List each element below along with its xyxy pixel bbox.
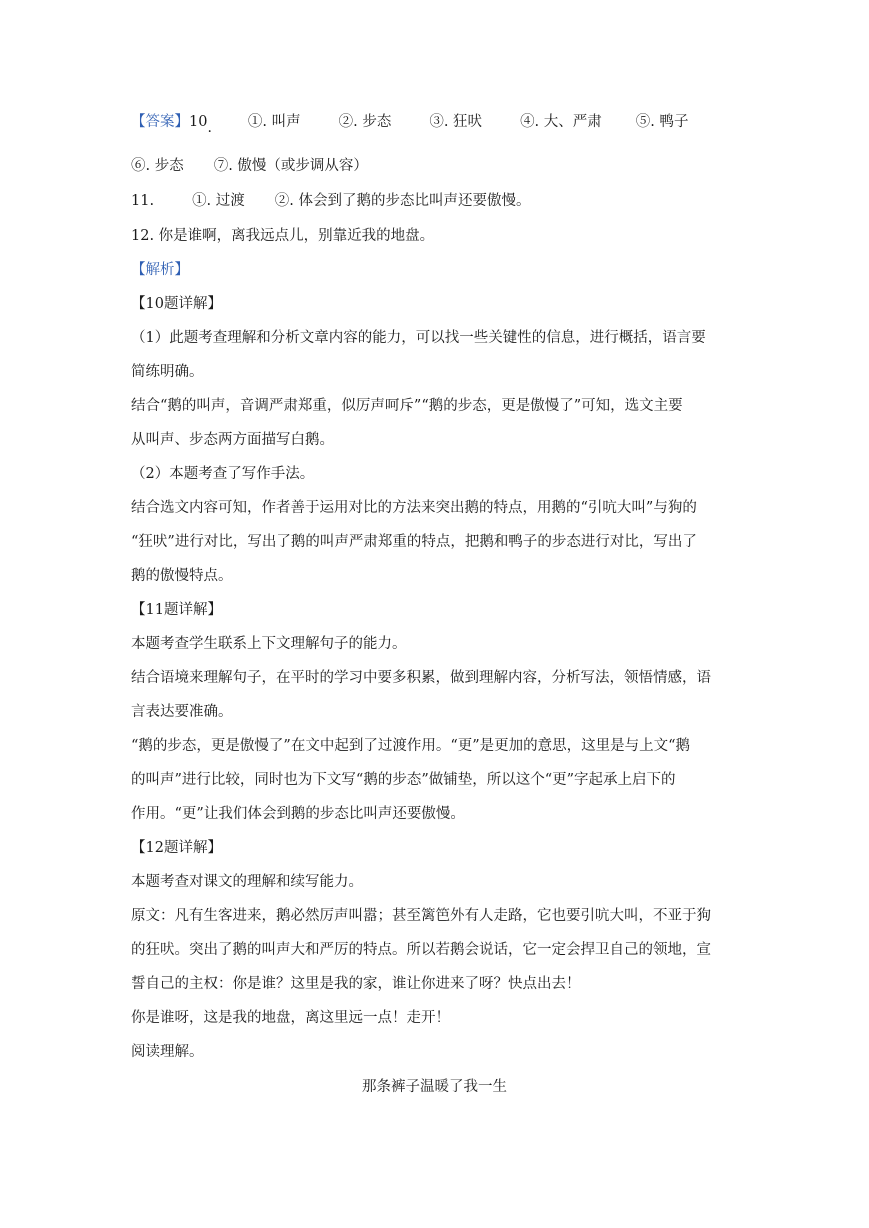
analysis-label: 【解析】 xyxy=(131,262,189,278)
q10-item-7: ⑦. 傲慢（或步调从容） xyxy=(213,158,368,174)
q10-item-5: ⑤. 鸭子 xyxy=(635,114,689,130)
q10-item-6: ⑥. 步态 xyxy=(131,158,184,174)
q11-number: 11. xyxy=(131,193,155,209)
paragraph-line: 原文：凡有生客进来，鹅必然厉声叫嚣；甚至篱笆外有人走路，它也要引吭大叫，不亚于狗 xyxy=(131,908,711,924)
paragraph-line: 简练明确。 xyxy=(131,364,204,380)
section-heading-q12: 【12题详解】 xyxy=(131,840,222,856)
q10-item-2: ②. 步态 xyxy=(338,114,392,130)
paragraph-line: 言表达要准确。 xyxy=(131,704,233,720)
paragraph-line: （2）本题考查了写作手法。 xyxy=(131,466,315,482)
q10-number: 10 xyxy=(189,114,208,130)
q11-item-1: ①. 过渡 xyxy=(192,193,245,209)
paragraph-line: 的叫声”进行比较，同时也为下文写“鹅的步态”做铺垫，所以这个“更”字起承上启下的 xyxy=(131,772,676,788)
reading-label: 阅读理解。 xyxy=(131,1044,204,1060)
paragraph-line: 誓自己的主权：你是谁？这里是我的家，谁让你进来了呀？快点出去！ xyxy=(131,976,581,992)
paragraph-line: 你是谁呀，这是我的地盘，离这里远一点！走开！ xyxy=(131,1010,450,1026)
answer-label: 【答案】 xyxy=(131,114,189,130)
paragraph-line: 结合语境来理解句子，在平时的学习中要多积累，做到理解内容，分析写法，领悟情感，语 xyxy=(131,670,711,686)
answer-line-q10 xyxy=(131,112,741,140)
q10-item-4: ④. 大、严肃 xyxy=(520,114,602,130)
paragraph-line: 鹅的傲慢特点。 xyxy=(131,568,233,584)
paragraph-line: 结合“鹅的叫声，音调严肃郑重，似厉声呵斥”“鹅的步态，更是傲慢了”可知，选文主要 xyxy=(131,398,683,414)
answer-line-q11 xyxy=(131,191,741,211)
section-heading-q11: 【11题详解】 xyxy=(131,602,222,618)
q10-item-3: ③. 狂吠 xyxy=(429,114,483,130)
paragraph-line: 的狂吠。突出了鹅的叫声大和严厉的特点。所以若鹅会说话，它一定会捍卫自己的领地，宣 xyxy=(131,942,711,958)
answer-line-q10-cont xyxy=(131,156,741,176)
paragraph-line: （1）此题考查理解和分析文章内容的能力，可以找一些关键性的信息，进行概括，语言要 xyxy=(131,330,706,346)
q11-item-2: ②. 体会到了鹅的步态比叫声还要傲慢。 xyxy=(274,193,531,209)
paragraph-line: 本题考查学生联系上下文理解句子的能力。 xyxy=(131,636,407,652)
paragraph-line: 作用。“更”让我们体会到鹅的步态比叫声还要傲慢。 xyxy=(131,806,465,822)
answer-line-q12: 12. 你是谁啊，离我远点儿，别靠近我的地盘。 xyxy=(131,228,435,244)
q10-dot-mark: · xyxy=(207,124,212,140)
paragraph-line: “狂吠”进行对比，写出了鹅的叫声严肃郑重的特点，把鹅和鸭子的步态进行对比，写出了 xyxy=(131,534,697,550)
q10-item-1: ①. 叫声 xyxy=(247,114,301,130)
paragraph-line: 从叫声、步态两方面描写白鹅。 xyxy=(131,432,334,448)
section-heading-q10: 【10题详解】 xyxy=(131,296,222,312)
paragraph-line: “鹅的步态，更是傲慢了”在文中起到了过渡作用。“更”是更加的意思，这里是与上文“鹅 xyxy=(131,738,691,754)
paragraph-line: 本题考查对课文的理解和续写能力。 xyxy=(131,874,363,890)
paragraph-line: 结合选文内容可知，作者善于运用对比的方法来突出鹅的特点，用鹅的“引吭大叫”与狗的 xyxy=(131,500,697,516)
reading-title: 那条裤子温暖了我一生 xyxy=(362,1079,507,1095)
